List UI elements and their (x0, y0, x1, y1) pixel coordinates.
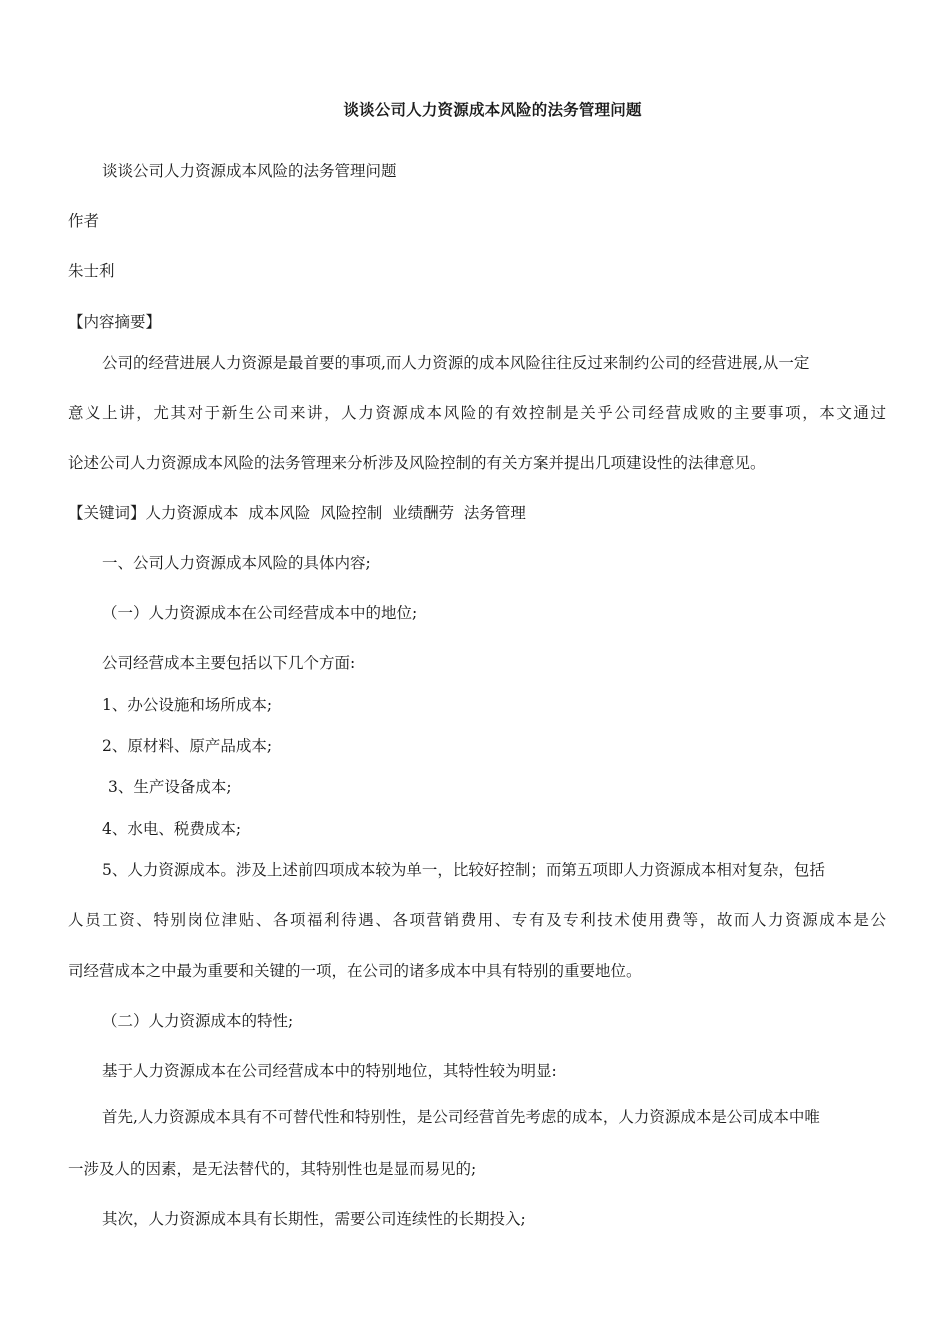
keywords-line: 【关键词】人力资源成本 成本风险 风险控制 业绩酬劳 法务管理 (68, 504, 526, 522)
second-trait-line: 其次，人力资源成本具有长期性，需要公司连续性的长期投入; (102, 1210, 526, 1228)
item5-line-1: 5、人力资源成本。涉及上述前四项成本较为单一，比较好控制；而第五项即人力资源成本相对复杂，包括 (102, 861, 825, 879)
document-subtitle: 谈谈公司人力资源成本风险的法务管理问题 (102, 162, 397, 180)
traits-intro: 基于人力资源成本在公司经营成本中的特别地位，其特性较为明显: (102, 1062, 557, 1080)
abstract-line-2: 意义上讲，尤其对于新生公司来讲，人力资源成本风险的有效控制是关乎公司经营成败的主要事项，本文通过 (68, 404, 886, 422)
author-name: 朱士利 (68, 262, 115, 280)
document-title: 谈谈公司人力资源成本风险的法务管理问题 (343, 100, 642, 119)
first-trait-line-1: 首先,人力资源成本具有不可替代性和特别性，是公司经营首先考虑的成本，人力资源成本是公司成本中唯 (102, 1108, 820, 1126)
section-heading-1-1: （一）人力资源成本在公司经营成本中的地位; (102, 604, 418, 622)
item5-line-3: 司经营成本之中最为重要和关键的一项，在公司的诸多成本中具有特别的重要地位。 (68, 962, 642, 980)
author-label: 作者 (68, 212, 100, 230)
abstract-heading: 【内容摘要】 (68, 313, 162, 331)
abstract-line-3: 论述公司人力资源成本风险的法务管理来分析涉及风险控制的有关方案并提出几项建设性的法律意见。 (68, 454, 766, 472)
cost-item-2: 2、原材料、原产品成本; (102, 737, 273, 755)
section-heading-1-2: （二）人力资源成本的特性; (102, 1012, 294, 1030)
cost-item-4: 4、水电、税费成本; (102, 820, 242, 838)
first-trait-line-2: 一涉及人的因素，是无法替代的，其特别性也是显而易见的; (68, 1160, 477, 1178)
cost-item-3: 3、生产设备成本; (108, 778, 232, 796)
cost-item-1: 1、办公设施和场所成本; (102, 696, 273, 714)
item5-line-2: 人员工资、特别岗位津贴、各项福利待遇、各项营销费用、专有及专利技术使用费等，故而人力资源成本是公 (68, 911, 886, 929)
section-heading-1: 一、公司人力资源成本风险的具体内容; (102, 554, 371, 572)
abstract-line-1: 公司的经营进展人力资源是最首要的事项,而人力资源的成本风险往往反过来制约公司的经营进展,从一定 (102, 354, 810, 372)
cost-intro: 公司经营成本主要包括以下几个方面: (102, 654, 356, 672)
